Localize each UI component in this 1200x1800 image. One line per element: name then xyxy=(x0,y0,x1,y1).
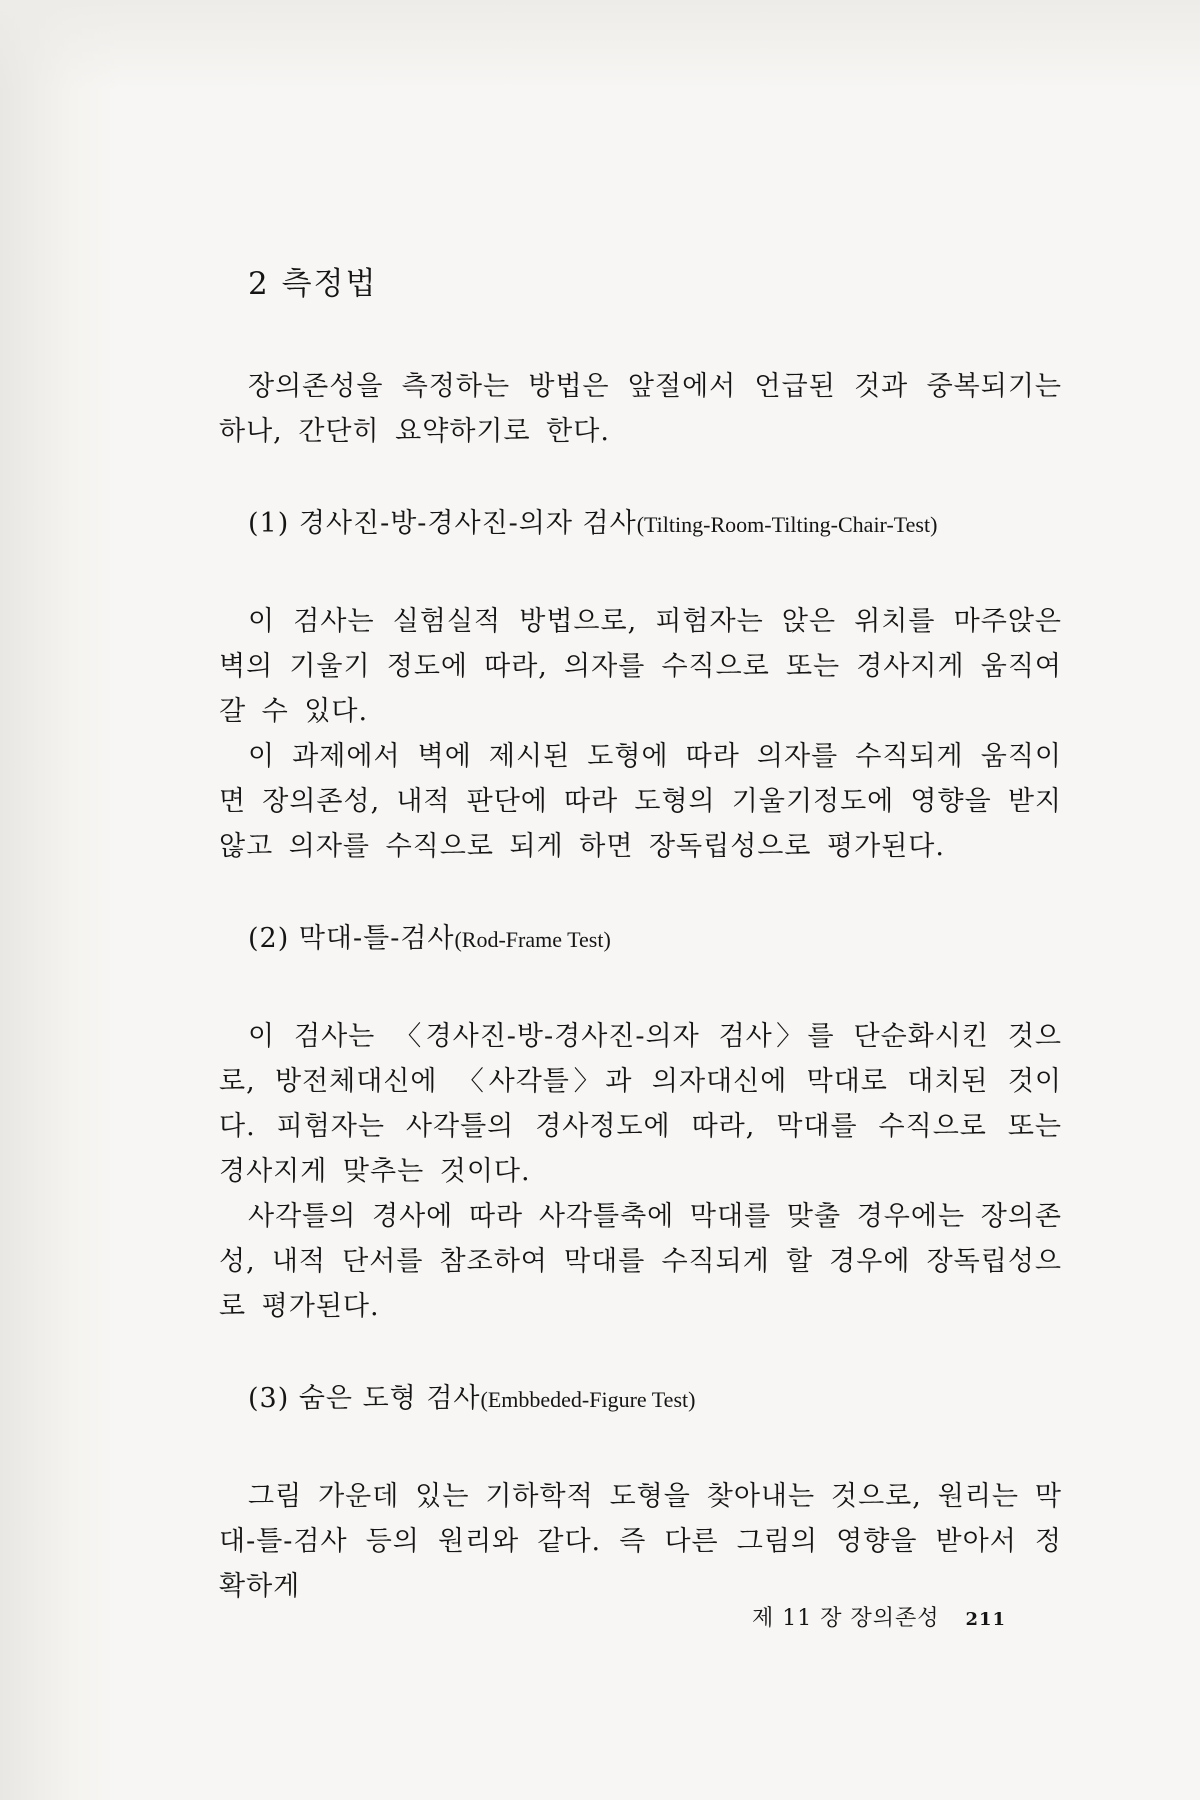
running-footer xyxy=(752,1601,1006,1632)
test-3-heading xyxy=(248,1376,1062,1422)
test-1-paragraph-1: 이 검사는 실험실적 방법으로, 피험자는 앉은 위치를 마주앉은 벽의 기울기 정도에 따라, 의자를 수직으로 또는 경사지게 움직여 갈 수 있다. xyxy=(219,606,1062,727)
test-3-title-korean: (3) 숨은 도형 검사 xyxy=(248,1383,481,1414)
test-3-paragraph-1: 그림 가운데 있는 기하학적 도형을 찾아내는 것으로, 원리는 막대-틀-검사 등의 원리와 같다. 즉 다른 그림의 영향을 받아서 정확하게 xyxy=(219,1481,1062,1602)
page-body xyxy=(219,262,1062,1609)
test-2-title-english: (Rod-Frame Test) xyxy=(454,927,611,952)
test-2-paragraph-2: 사각틀의 경사에 따라 사각틀축에 막대를 맞출 경우에는 장의존성, 내적 단서를 참조하여 막대를 수직되게 할 경우에 장독립성으로 평가된다. xyxy=(219,1201,1062,1322)
test-1-paragraph-2: 이 과제에서 벽에 제시된 도형에 따라 의자를 수직되게 움직이면 장의존성, 내적 판단에 따라 도형의 기울기정도에 영향을 받지 않고 의자를 수직으로 되게 하면 장독립성으로 평가된다. xyxy=(219,741,1062,862)
page-top-shadow xyxy=(0,0,1200,90)
test-1-title-english: (Tilting-Room-Tilting-Chair-Test) xyxy=(636,512,938,537)
test-block-3 xyxy=(219,1376,1062,1609)
page-number: 211 xyxy=(965,1609,1007,1630)
test-1-title-korean: (1) 경사진-방-경사진-의자 검사 xyxy=(248,508,637,539)
section-heading: 2 측정법 xyxy=(248,266,378,302)
test-block-2 xyxy=(219,916,1062,1329)
intro-paragraph: 장의존성을 측정하는 방법은 앞절에서 언급된 것과 중복되기는 하나, 간단히 요약하기로 한다. xyxy=(219,371,1062,447)
test-2-paragraph-1: 이 검사는 〈경사진-방-경사진-의자 검사〉를 단순화시킨 것으로, 방전체대신에 〈사각틀〉과 의자대신에 막대로 대치된 것이다. 피험자는 사각틀의 경사정도에 따라, 막대를 수직으로 또는 경사지게 맞추는 것이다. xyxy=(219,1021,1062,1187)
test-3-title-english: (Embbeded-Figure Test) xyxy=(480,1387,696,1412)
page-fold-shadow xyxy=(0,0,120,1800)
test-2-title-korean: (2) 막대-틀-검사 xyxy=(248,923,455,954)
test-block-1 xyxy=(219,501,1062,869)
test-1-heading xyxy=(248,501,1062,547)
chapter-label: 제 11 장 장의존성 xyxy=(752,1606,940,1631)
test-2-heading xyxy=(248,916,1062,962)
